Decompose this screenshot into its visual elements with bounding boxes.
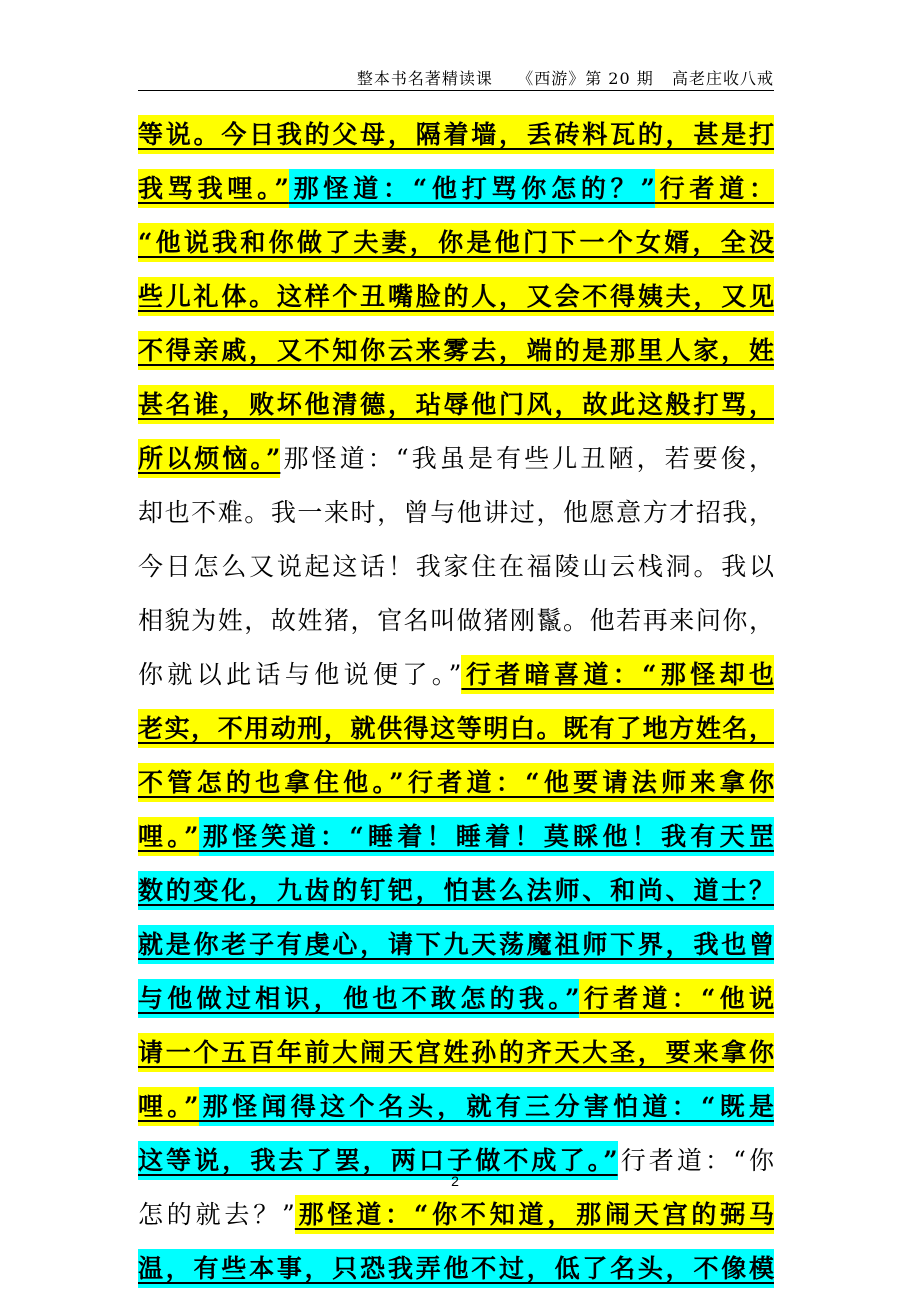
- text-line: [138, 810, 774, 864]
- header-rule: [138, 90, 774, 91]
- page-header: 整本书名著精读课 《西游》第 20 期 高老庄收八戒: [356, 69, 774, 88]
- highlight-yellow-segment: 不管怎的也拿住他。”行者道：“他要请法师来拿你: [138, 763, 774, 802]
- text-line: [138, 270, 774, 324]
- text-line: [138, 432, 774, 486]
- page-number: 2: [451, 1173, 459, 1189]
- highlight-cyan-segment: 数的变化，九齿的钉钯，怕甚么法师、和尚、道士？: [138, 871, 774, 910]
- text-line: [138, 1242, 774, 1296]
- highlight-cyan-segment: 就是你老子有虔心，请下九天荡魔祖师下界，我也曾: [138, 925, 774, 964]
- text-line: [138, 540, 774, 594]
- highlight-cyan-segment: 那怪闻得这个名头，就有三分害怕道：“既是: [199, 1087, 775, 1126]
- highlight-yellow-segment: 哩。”: [138, 817, 199, 856]
- text-line: [138, 648, 774, 702]
- text-line: [138, 108, 774, 162]
- text-segment: 相貌为姓，故姓猪，官名叫做猪刚鬣。他若再来问你，: [138, 606, 774, 635]
- highlight-cyan-segment: 与他做过相识，他也不敢怎的我。”: [138, 979, 579, 1018]
- highlight-cyan-segment: 这等说，我去了罢，两口子做不成了。”: [138, 1141, 618, 1180]
- text-line: [138, 972, 774, 1026]
- text-line: [138, 216, 774, 270]
- highlight-cyan-segment: 温，有些本事，只恐我弄他不过，低了名头，不像模: [138, 1249, 774, 1288]
- text-line: [138, 162, 774, 216]
- text-segment: 今日怎么又说起这话！我家住在福陵山云栈洞。我以: [138, 552, 774, 581]
- text-line: [138, 918, 774, 972]
- highlight-yellow-segment: 哩。”: [138, 1087, 199, 1126]
- highlight-yellow-segment: 甚名谁，败坏他清德，玷辱他门风，故此这般打骂，: [138, 385, 774, 424]
- highlight-cyan-segment: 那怪道：“他打骂你怎的？”: [289, 169, 655, 208]
- highlight-yellow-segment: 行者道：: [655, 169, 774, 208]
- text-line: [138, 756, 774, 810]
- text-line: [138, 702, 774, 756]
- highlight-yellow-segment: 行者暗喜道：“那怪却也: [461, 655, 774, 694]
- text-segment: 那怪道：“我虽是有些儿丑陋，若要俊，: [280, 444, 774, 473]
- text-line: [138, 594, 774, 648]
- highlight-yellow-segment: 些儿礼体。这样个丑嘴脸的人，又会不得姨夫，又见: [138, 277, 774, 316]
- highlight-yellow-segment: 不得亲戚，又不知你云来雾去，端的是那里人家，姓: [138, 331, 774, 370]
- text-segment: 怎的就去？”: [138, 1200, 295, 1229]
- highlight-yellow-segment: 所以烦恼。”: [138, 439, 280, 478]
- highlight-yellow-segment: 请一个五百年前大闹天宫姓孙的齐天大圣，要来拿你: [138, 1033, 774, 1072]
- highlight-yellow-segment: 等说。今日我的父母，隔着墙，丢砖料瓦的，甚是打: [138, 115, 774, 154]
- text-line: [138, 486, 774, 540]
- text-line: [138, 1026, 774, 1080]
- text-segment: 你就以此话与他说便了。”: [138, 660, 462, 689]
- text-segment: 却也不难。我一来时，曾与他讲过，他愿意方才招我，: [138, 498, 774, 527]
- text-body: [138, 108, 774, 1296]
- highlight-yellow-segment: 老实，不用动刑，就供得这等明白。既有了地方姓名，: [138, 709, 774, 748]
- text-line: [138, 378, 774, 432]
- highlight-yellow-segment: 我骂我哩。”: [138, 169, 289, 208]
- highlight-yellow-segment: 那怪道：“你不知道，那闹天宫的弼马: [295, 1195, 774, 1234]
- highlight-cyan-segment: 那怪笑道：“睡着！睡着！莫睬他！我有天罡: [199, 817, 775, 856]
- text-segment: 行者道：“你: [617, 1146, 774, 1175]
- text-line: [138, 1188, 774, 1242]
- text-line: [138, 324, 774, 378]
- highlight-yellow-segment: “他说我和你做了夫妻，你是他门下一个女婿，全没: [138, 223, 774, 262]
- highlight-yellow-segment: 行者道：“他说: [579, 979, 774, 1018]
- text-line: [138, 864, 774, 918]
- text-line: [138, 1080, 774, 1134]
